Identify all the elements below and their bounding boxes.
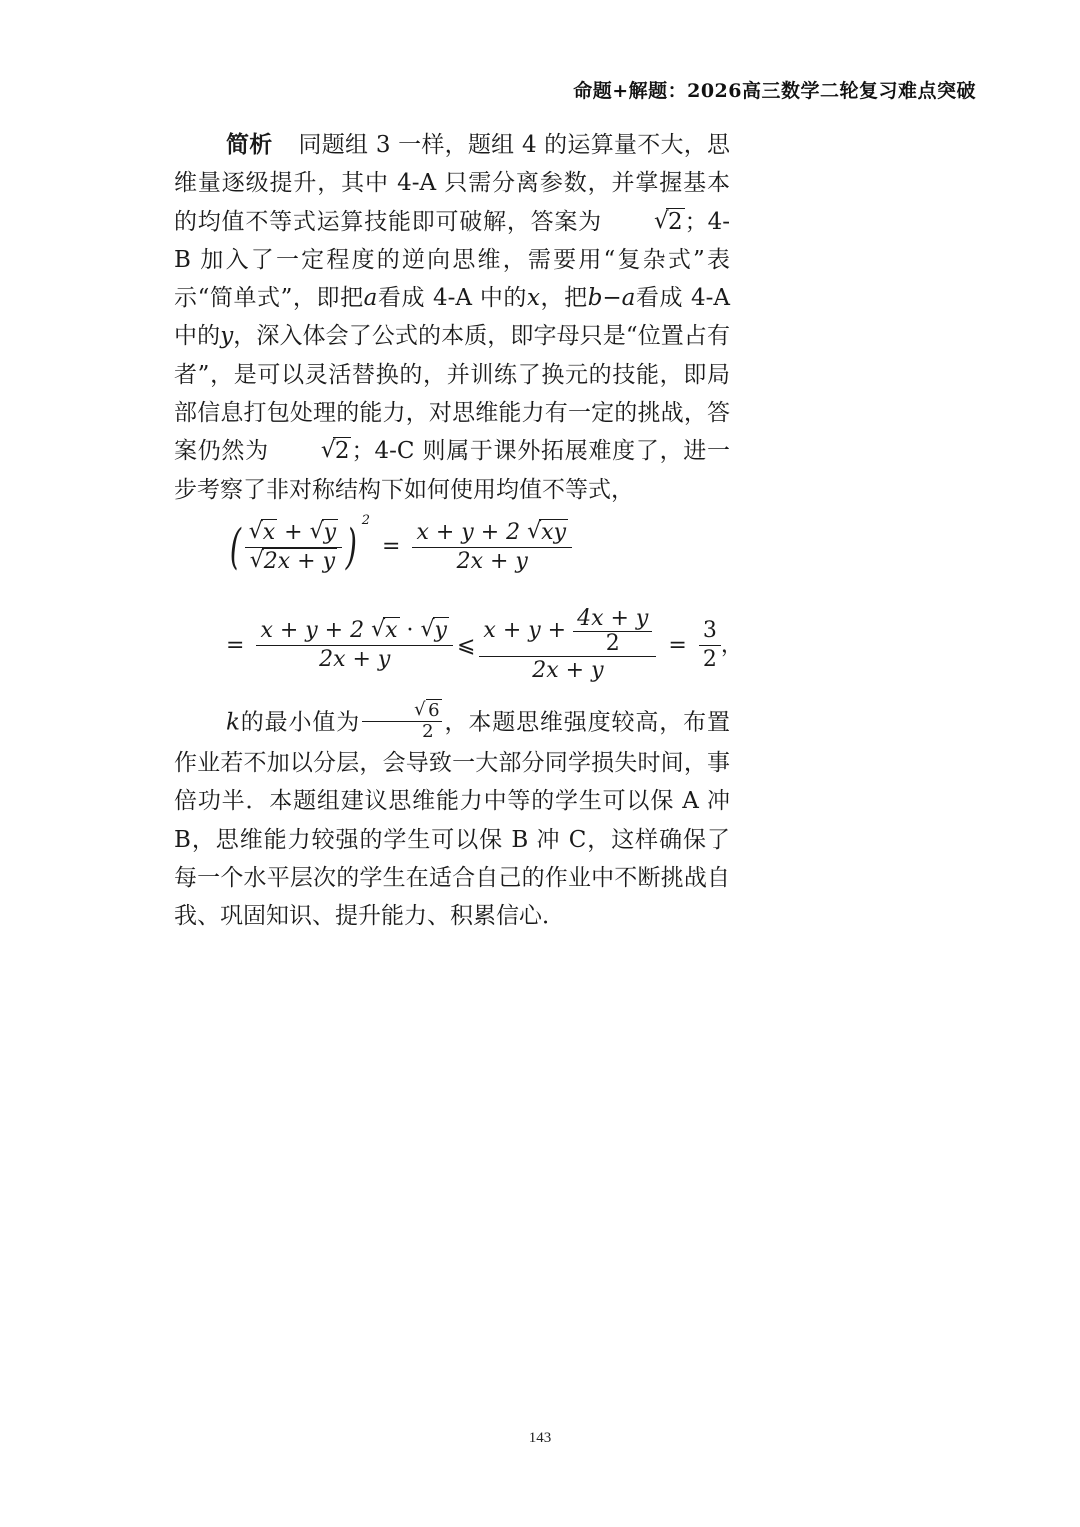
conclusion-paragraph <box>174 699 730 935</box>
text-segment: 看成 4-A 中的 <box>174 285 731 350</box>
inline-fraction: √ $\frac{6}{2}$ <box>362 701 441 742</box>
left-paren: ( <box>229 519 241 576</box>
sqrt-expression: √ 2 <box>602 203 685 241</box>
right-paren: ) <box>345 519 358 576</box>
analysis-paragraph <box>174 126 730 509</box>
variable-y: y <box>220 323 234 350</box>
variable-x: x <box>526 285 540 312</box>
equation-line-2 <box>226 607 743 685</box>
exponent: 2 <box>361 513 371 529</box>
rhs-fraction: $\frac{x + y + 2 √ xy}{2x + y}$ <box>412 519 572 576</box>
equals-sign: = <box>226 632 245 658</box>
text-segment: ，深入体会了公式的本质，即字母只是“位置占有者”，是可以灵活替换的，并训练了换元的技能，即局部信息打包处理的能力，对思维能力有一定的挑战，答案仍然为 <box>174 323 730 465</box>
page-number: 143 <box>528 1430 552 1446</box>
less-equal-sign: ⩽ <box>456 632 476 658</box>
lhs-fraction: √ x + √ y √ 2x + y <box>245 519 342 576</box>
text-segment: ；4-C 则属于课外拓展难度了，进一步考察了非对称结构下如何使用均值不等式， <box>174 438 730 503</box>
nested-fraction: x + y + $\frac{4x + y}{2}$ 2x + y <box>479 607 656 685</box>
sqrt-expression: √ 2 <box>269 432 352 470</box>
text-segment: 同题组 3 一样，题组 4 的运算量不大，思维量逐级提升，其中 4-A 只需分离参数，并掌握基本的均值不等式运算技能即可破解，答案为 <box>174 132 731 235</box>
middle-fraction: $\frac{x + y + 2 √ x \cdot √ y}{2x + y}$ <box>256 617 453 674</box>
equation-line-1 <box>226 513 572 576</box>
text-segment: ；4-B 加入了一定程度的逆向思维，需要用“复杂式”表示“简单式”，即把 <box>174 208 730 312</box>
text-segment: ，把 <box>539 285 588 312</box>
main-content <box>174 126 743 935</box>
equals-sign: = <box>668 632 687 658</box>
text-segment: 的最小值为 <box>239 709 361 736</box>
comma: ， <box>720 632 743 658</box>
result-fraction: $\frac{3}{2}$ <box>699 617 721 674</box>
text-segment: ，本题思维强度较高，布置作业若不加以分层，会导致一大部分同学损失时间，事倍功半．本题组建议思维能力中等的学生可以保 A 冲 B，思维能力较强的学生可以保 B 冲 C，这样确保了每一个水平层次的学生在适合自己的作业中不断挑战自我、巩固知识、提升能力、积累信心． <box>174 709 730 930</box>
variable-k: k <box>226 709 240 736</box>
equals-sign: = <box>382 534 401 560</box>
equation-block <box>174 511 774 701</box>
page-header: 命题+解题：2026高三数学二轮复习难点突破 <box>573 80 976 102</box>
analysis-label: 简析 <box>226 131 273 158</box>
variable-b-minus-a: b−a <box>587 285 636 312</box>
text-segment: 看成 4-A 中的 <box>377 285 527 312</box>
variable-a: a <box>363 285 378 312</box>
